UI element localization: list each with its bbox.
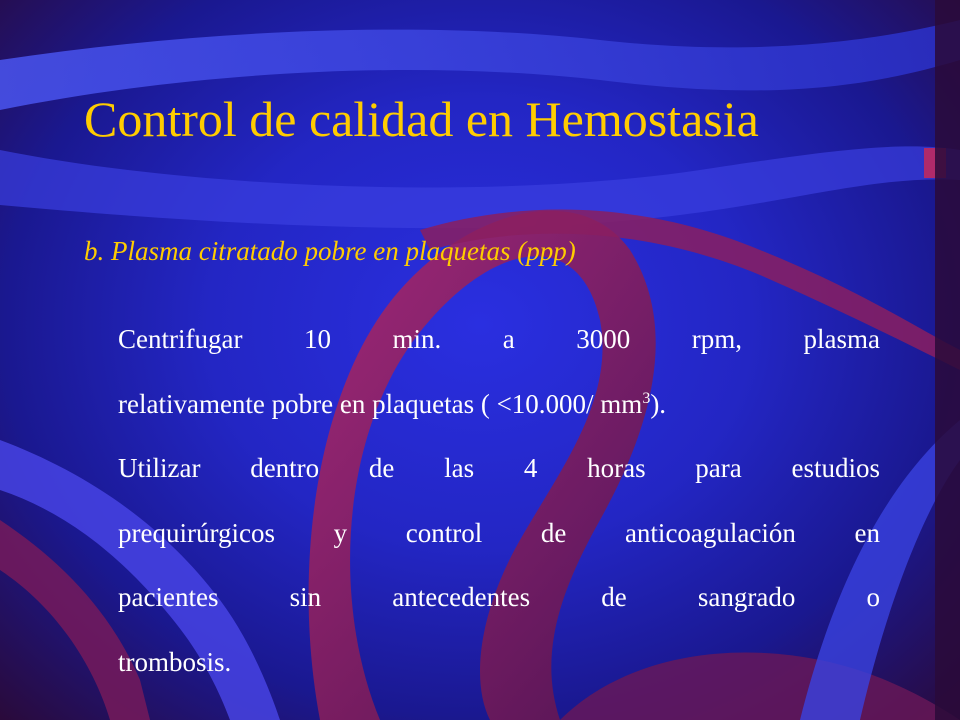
body-line-4: prequirúrgicos y control de anticoagulación en	[118, 517, 880, 548]
slide-subtitle: b. Plasma citratado pobre en plaquetas (ppp)	[84, 236, 576, 266]
body-line-2-end: ).	[650, 388, 667, 419]
body-line-5: pacientes sin antecedentes de sangrado o	[118, 582, 880, 613]
slide-body	[118, 307, 880, 695]
superscript-3: 3	[642, 389, 651, 407]
body-line-3: Utilizar dentro de las 4 horas para estudios	[118, 453, 880, 484]
body-line-2-text: relativamente pobre en plaquetas ( <10.000/ mm	[118, 388, 643, 419]
body-line-2	[118, 372, 880, 437]
body-line-6: trombosis.	[118, 646, 232, 677]
slide-title: Control de calidad en Hemostasia	[84, 91, 759, 147]
body-line-1: Centrifugar 10 min. a 3000 rpm, plasma	[118, 324, 880, 354]
